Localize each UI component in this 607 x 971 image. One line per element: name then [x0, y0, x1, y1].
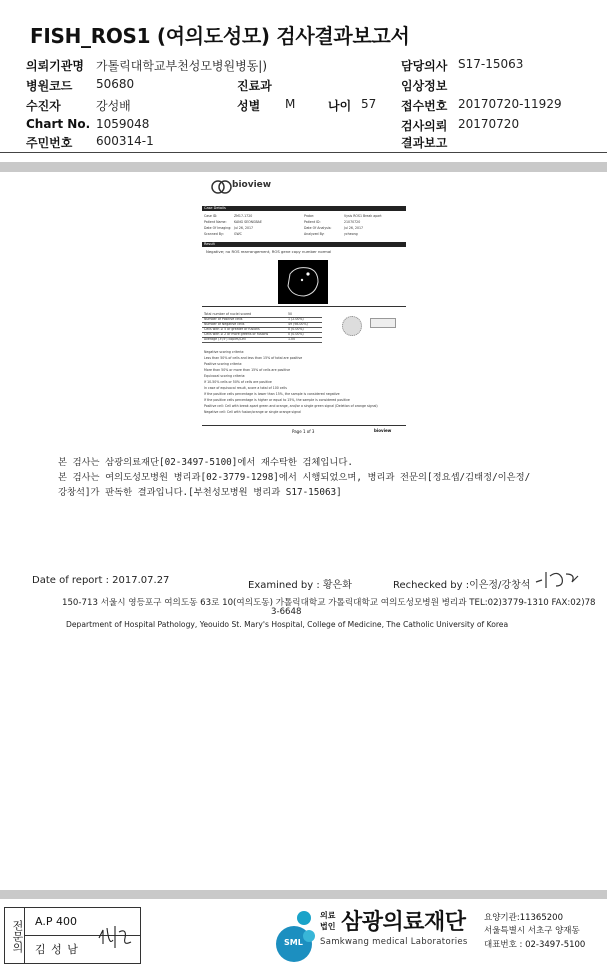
report-title: FISH_ROS1 (여의도성모) 검사결과보고서: [30, 24, 410, 48]
bioview-footer-logo: bioview: [374, 428, 392, 433]
bioview-logo: [210, 178, 270, 196]
case-detail-cell: 21070720: [344, 220, 361, 224]
receipt-no-value: 20170720-11929: [458, 97, 562, 111]
bioview-logo-text: bioview: [232, 180, 272, 190]
institution-value: 가톨릭대학교부천성모병원병동|): [96, 59, 268, 73]
clinical-info-label: 임상정보: [401, 79, 448, 93]
case-details-heading: Case Details: [204, 206, 226, 210]
institution-code: 요양기관:11365200: [484, 913, 563, 923]
department-label: 진료과: [237, 79, 272, 93]
case-detail-cell: Scanned By:: [204, 232, 224, 236]
sml-logo-icon: [274, 908, 318, 964]
recheck-signature-icon: [532, 568, 580, 590]
stats-label: Number of Negative cells: [204, 322, 245, 326]
age-value: 57: [361, 97, 377, 111]
thumbnail-legend: [370, 318, 396, 328]
cell-nucleus-icon: [278, 260, 328, 304]
case-detail-cell: Date Of Imaging:: [204, 226, 232, 230]
case-detail-cell: Patient Name:: [204, 220, 227, 224]
case-detail-cell: KANG SEONGBAE: [234, 220, 262, 224]
thumbnail-image: [342, 316, 362, 336]
resident-no-label: 주민번호: [26, 136, 73, 150]
criteria-line: If the positive cells percentage is higher or equal to 15%, the sample is considered positive: [204, 398, 350, 402]
case-detail-cell: Probe:: [304, 214, 315, 218]
criteria-line: If the positive cells percentage is lower than 15%, the sample is considered negative: [204, 392, 340, 396]
foundation-address: 서울특별시 서초구 양재동: [484, 926, 580, 936]
stats-label: Number of Positive cells: [204, 317, 243, 321]
case-detail-cell: Patient ID:: [304, 220, 321, 224]
case-details-table: [204, 214, 404, 240]
corp-label-1: 의료: [320, 911, 336, 920]
stats-value: 1.00: [288, 337, 296, 341]
case-detail-cell: Date Of Analysis:: [304, 226, 332, 230]
stats-label: Cells with ≥ 5 or greater or fusions: [204, 327, 260, 331]
stats-value: 0 (0.00%): [288, 327, 304, 331]
scan-border-bottom: [0, 890, 607, 899]
note-line-2: 본 검사는 여의도성모병원 병리과[02-3779-1298]에서 시행되었으며, 병리과 전문의[정요셉/김태정/이은정/: [58, 472, 531, 483]
address-line-2: 3-6648: [271, 607, 302, 617]
result-report-label: 결과보고: [401, 136, 448, 150]
result-heading: Result: [204, 242, 215, 246]
stats-value: 0 (0.00%): [288, 332, 304, 336]
header-divider: [0, 152, 607, 153]
chart-no-value: 1059048: [96, 117, 150, 131]
foundation-phone: 대표번호 : 02-3497-5100: [484, 940, 586, 950]
stats-row: [202, 337, 322, 343]
stats-label: Cells with ≥ 2 or more greens or fusions: [204, 332, 269, 336]
criteria-line: Negative scoring criteria:: [204, 350, 245, 354]
criteria-line: Positive cell: Cell with break apart green and orange, and/or a single green signal (Deletion of orange signal): [204, 404, 378, 408]
criteria-line: Positive scoring criteria:: [204, 362, 243, 366]
case-detail-cell: GWC: [234, 232, 242, 236]
report-page-divider: [202, 425, 406, 426]
specialist-code: A.P 400: [35, 915, 77, 928]
criteria-line: Negative cell: Cell with fusion/orange or single orange signal: [204, 410, 301, 414]
chart-no-label: Chart No.: [26, 117, 91, 131]
institution-label: 의뢰기관명: [26, 59, 84, 73]
resident-no-value: 600314-1: [96, 134, 154, 148]
stats-label: Average (3'/5') copies/Cell: [204, 337, 246, 341]
bioview-logo-icon: [210, 178, 232, 194]
case-detail-cell: Jul 26, 2017: [344, 226, 364, 230]
criteria-line: In case of equivocal result, score a total of 100 cells: [204, 386, 287, 390]
stats-value: 50: [288, 312, 293, 316]
request-date-value: 20170720: [458, 117, 520, 131]
criteria-line: Equivocal scoring criteria:: [204, 374, 246, 378]
age-label: 나이: [328, 99, 352, 113]
case-detail-cell: Jul 26, 2017: [234, 226, 254, 230]
note-line-3: 강창석]가 판독한 결과입니다.[부천성모병원 병리과 S17-15063]: [58, 487, 342, 498]
bioview-report: [200, 178, 408, 440]
patient-label: 수진자: [26, 99, 61, 113]
case-detail-cell: ZM17-1720: [234, 214, 253, 218]
foundation-name: 삼광의료재단: [341, 910, 466, 935]
specialist-name: 김 성 남: [35, 943, 79, 956]
address-line-1: 150-713 서울시 영등포구 여의도동 63로 10(여의도동) 가톨릭대학교 가톨릭대학교 여의도성모병원 병리과 TEL:02)3779-1310 FAX:02)78: [62, 598, 596, 608]
result-text: Negative; no ROS rearrangement, ROS gene copy number normal: [206, 249, 332, 254]
stats-label: Total number of nuclei scored: [204, 312, 252, 316]
request-date-label: 검사의뢰: [401, 119, 448, 133]
case-detail-cell: ycheong: [344, 232, 358, 236]
specialist-stamp: [4, 907, 141, 964]
attending-value: S17-15063: [458, 57, 524, 71]
attending-label: 담당의사: [401, 59, 448, 73]
criteria-line: More than 50% or more than 15% of cells are positive: [204, 368, 291, 372]
examined-by: Examined by : 황은화: [248, 580, 352, 591]
receipt-no-label: 접수번호: [401, 99, 448, 113]
case-detail-cell: Vysis ROS1 Break apart: [344, 214, 382, 218]
hospital-code-label: 병원코드: [26, 79, 73, 93]
corp-label-2: 법인: [320, 922, 336, 931]
page-label: Page 1 of 3: [292, 429, 315, 434]
specialist-signature-icon: [95, 918, 135, 954]
result-bar: [202, 242, 406, 247]
stats-value: 1 (2.00%): [288, 317, 304, 321]
foundation-en: Samkwang medical Laboratories: [320, 937, 468, 947]
date-of-report: Date of report : 2017.07.27: [32, 575, 170, 586]
stats-value: 49 (98.00%): [288, 322, 308, 326]
case-details-bar: [202, 206, 406, 211]
sml-label: SML: [284, 938, 303, 947]
patient-value: 강성배: [96, 99, 131, 113]
note-line-1: 본 검사는 삼광의료재단[02-3497-5100]에서 재수탁한 검체입니다.: [58, 457, 353, 468]
rechecked-by: Rechecked by :이은정/강창석: [393, 580, 531, 591]
sex-value: M: [285, 97, 296, 111]
sex-label: 성별: [237, 99, 261, 113]
department-en: Department of Hospital Pathology, Yeouido St. Mary's Hospital, College of Medicine, The Catholic University of Korea: [66, 620, 509, 629]
stamp-vertical-label: 전문의: [5, 908, 25, 963]
criteria-line: Less than 50% of cells and less than 15% of total are positive: [204, 356, 303, 360]
hospital-code-value: 50680: [96, 77, 135, 91]
scan-border-top: [0, 162, 607, 172]
criteria-line: If 10-50% cells or 50% of cells are positive: [204, 380, 272, 384]
case-detail-cell: Case ID:: [204, 214, 218, 218]
cell-image: [278, 260, 328, 304]
case-detail-cell: Analyzed By:: [304, 232, 325, 236]
image-divider: [202, 306, 406, 307]
